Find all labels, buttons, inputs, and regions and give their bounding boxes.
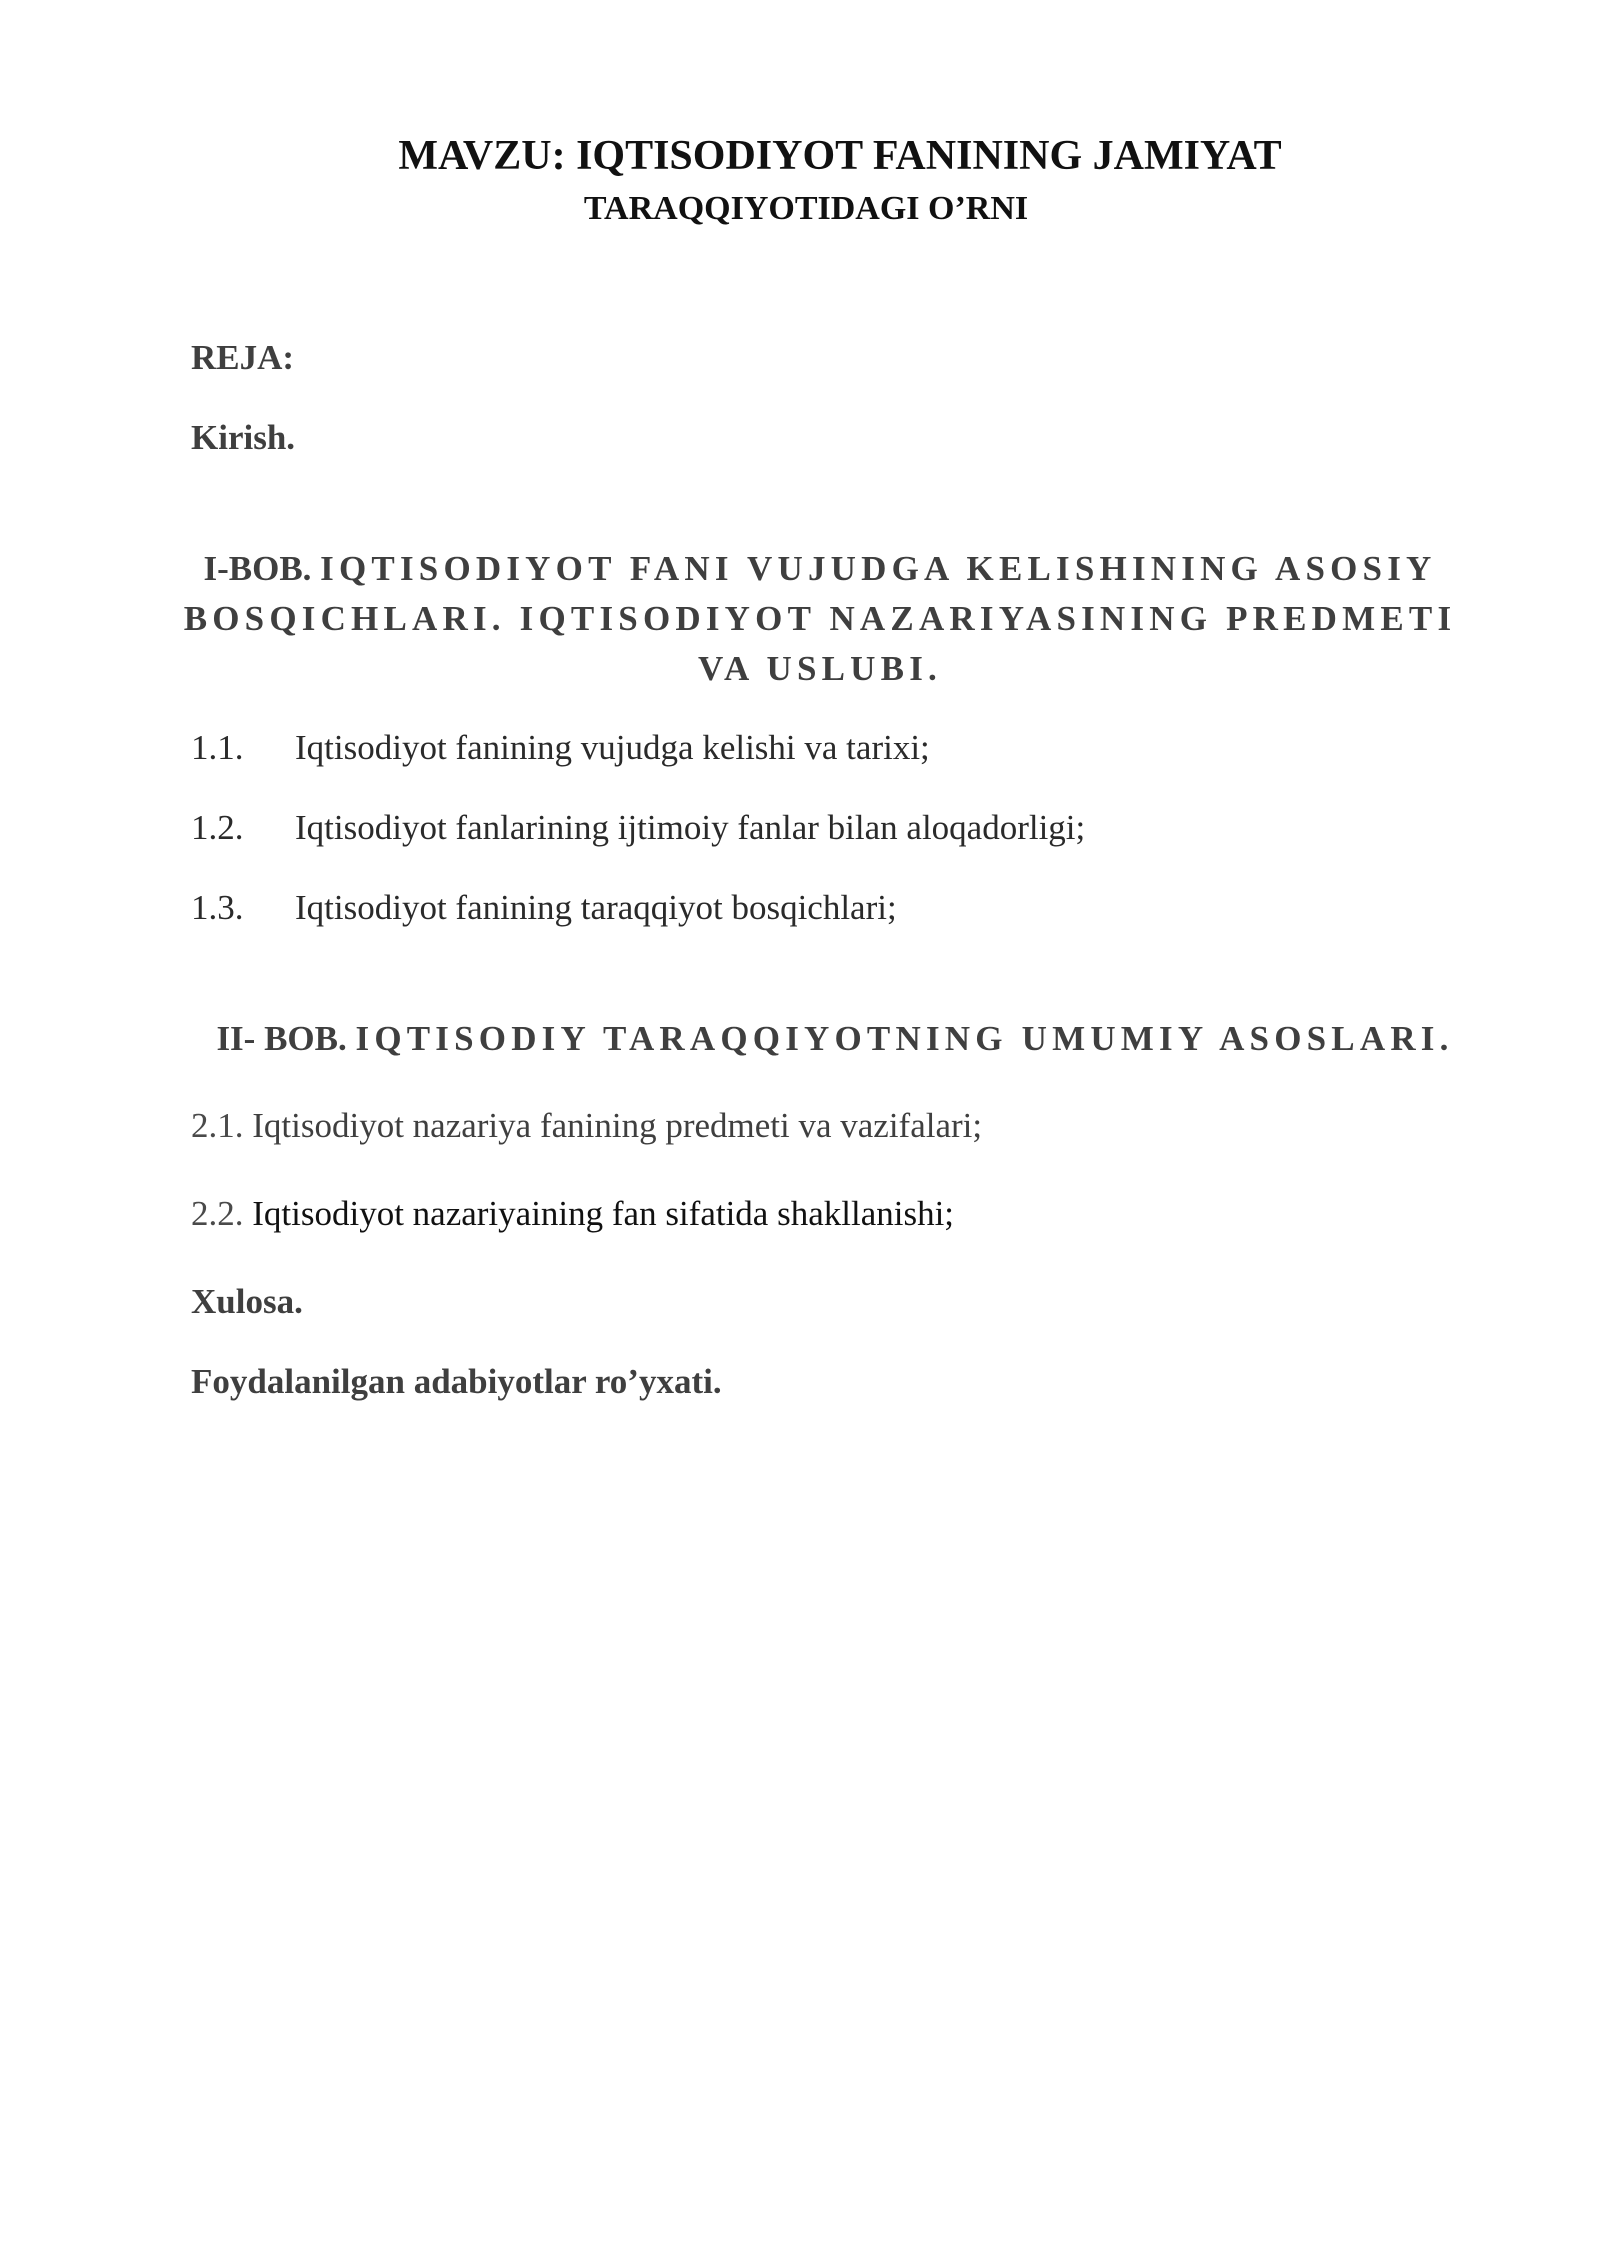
list-item-number: 1.2. [191,808,244,847]
list-item [191,1194,954,1234]
list-item [191,1106,982,1146]
list-item-number: 2.2. [191,1194,244,1233]
list-item-text: Iqtisodiyot fanining taraqqiyot bosqichlari; [295,888,897,927]
list-item [191,728,930,768]
chapter2-heading [160,1014,1480,1064]
list-item-text: Iqtisodiyot nazariyaining fan sifatida shakllanishi; [252,1194,955,1233]
references-heading: Foydalanilgan adabiyotlar ro’yxati. [191,1362,722,1401]
list-item-number: 1.1. [191,728,244,767]
chapter1-heading-line2: BOSQICHLARI. IQTISODIYOT NAZARIYASINING PREDMETI [183,599,1457,638]
chapter1-prefix: I-BOB. [203,549,312,588]
plan-heading: REJA: [191,338,295,377]
list-item-text: Iqtisodiyot nazariya fanining predmeti va vazifalari; [252,1106,983,1145]
chapter1-heading-line3: VA USLUBI. [698,649,942,688]
list-item [191,888,897,928]
chapter1-heading [160,544,1480,694]
list-item [191,808,1085,848]
list-item-text: Iqtisodiyot fanining vujudga kelishi va tarixi; [295,728,930,767]
list-item-number: 1.3. [191,888,244,927]
document-title-line1: MAVZU: IQTISODIYOT FANINING JAMIYAT [398,133,1282,179]
list-item-text: Iqtisodiyot fanlarining ijtimoiy fanlar bilan aloqadorligi; [295,808,1086,847]
list-item-number: 2.1. [191,1106,244,1145]
conclusion-heading: Xulosa. [191,1282,303,1321]
chapter1-title-part1: IQTISODIYOT FANI VUJUDGA KELISHINING ASOSIY [320,549,1437,588]
document-title-line2: TARAQQIYOTIDAGI O’RNI [583,190,1029,227]
chapter2-prefix: II- BOB. [216,1019,347,1058]
chapter2-title: IQTISODIY TARAQQIYOTNING UMUMIY ASOSLARI. [355,1019,1454,1058]
intro-heading: Kirish. [191,418,296,457]
chapter1-heading-line1 [160,544,1480,594]
